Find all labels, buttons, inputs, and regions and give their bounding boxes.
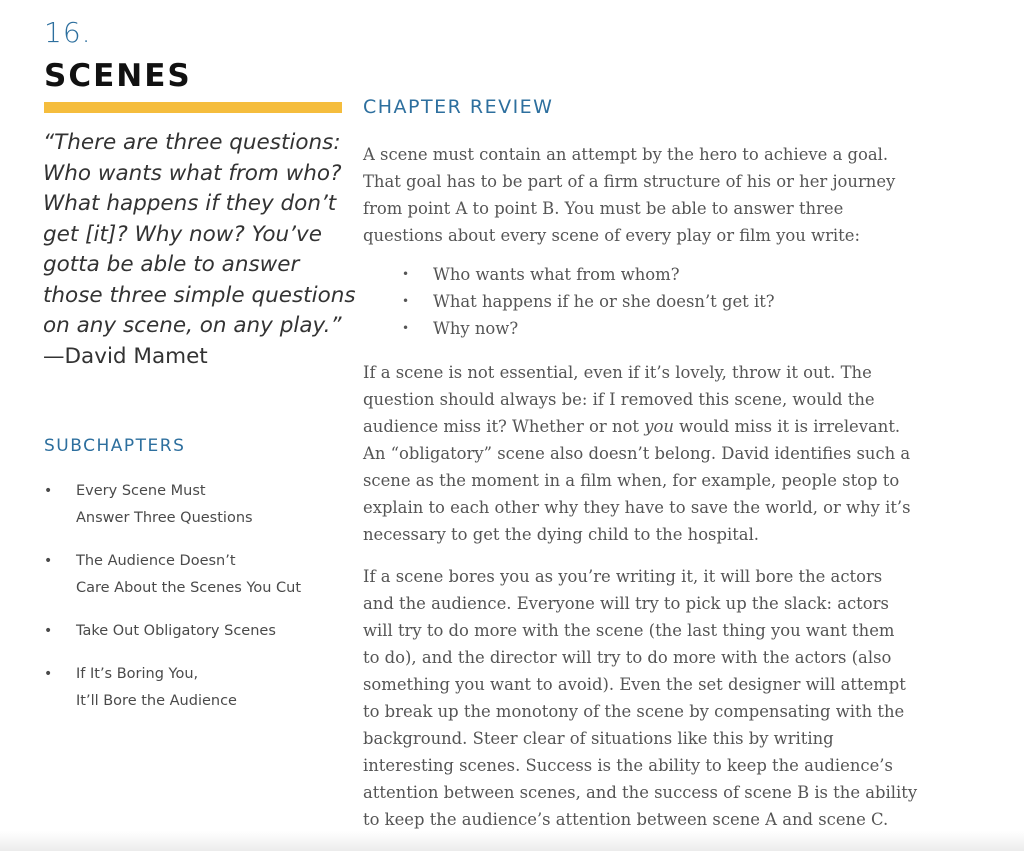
paragraph-line: attention between scenes, and the success of scene B is the ability bbox=[363, 783, 918, 802]
question-text: What happens if he or she doesn’t get it? bbox=[433, 292, 775, 311]
paragraph-line: An “obligatory” scene also doesn’t belong. David identifies such a bbox=[363, 444, 911, 463]
subchapter-label: The Audience Doesn’t bbox=[76, 553, 236, 569]
review-paragraph-1 bbox=[363, 141, 1003, 249]
paragraph-line: and the audience. Everyone will try to pick up the slack: actors bbox=[363, 594, 889, 613]
review-paragraph-2 bbox=[363, 359, 1003, 548]
subchapter-item[interactable] bbox=[44, 661, 344, 715]
paragraph-line: questions about every scene of every play or film you write: bbox=[363, 226, 860, 245]
paragraph-line: A scene must contain an attempt by the hero to achieve a goal. bbox=[363, 145, 889, 164]
subchapters-list bbox=[44, 478, 344, 731]
subchapter-label: Answer Three Questions bbox=[76, 510, 253, 526]
question-item bbox=[402, 315, 775, 342]
review-paragraph-3 bbox=[363, 563, 1003, 833]
subchapter-item[interactable] bbox=[44, 548, 344, 602]
epigraph-quote bbox=[43, 128, 356, 372]
paragraph-line bbox=[363, 413, 1003, 440]
paragraph-line: to keep the audience’s attention between scene A and scene C. bbox=[363, 810, 889, 829]
question-text: Why now? bbox=[433, 319, 519, 338]
subchapters-heading: SUBCHAPTERS bbox=[44, 436, 186, 456]
question-item bbox=[402, 261, 775, 288]
paragraph-line: If a scene is not essential, even if it’s lovely, throw it out. The bbox=[363, 363, 872, 382]
title-underline-bar bbox=[44, 102, 342, 113]
quote-author: —David Mamet bbox=[43, 343, 208, 369]
bullet-icon: • bbox=[44, 623, 53, 639]
quote-line: those three simple questions bbox=[43, 282, 356, 308]
paragraph-line: something you want to avoid). Even the set designer will attempt bbox=[363, 675, 906, 694]
bullet-icon: • bbox=[44, 553, 53, 569]
subchapter-label: Care About the Scenes You Cut bbox=[76, 580, 302, 596]
chapter-review-heading: CHAPTER REVIEW bbox=[363, 96, 554, 118]
paragraph-line: will try to do more with the scene (the last thing you want them bbox=[363, 621, 895, 640]
bullet-icon: • bbox=[402, 267, 410, 281]
paragraph-line: scene as the moment in a film when, for example, people stop to bbox=[363, 471, 900, 490]
quote-line: “There are three questions: bbox=[43, 130, 341, 155]
question-item bbox=[402, 288, 775, 315]
paragraph-line: explain to each other why they have to save the world, or why it’s bbox=[363, 498, 911, 517]
subchapter-item[interactable] bbox=[44, 478, 344, 532]
text-segment: would miss it is irrelevant. bbox=[673, 417, 901, 436]
quote-line: gotta be able to answer bbox=[43, 252, 300, 277]
bullet-icon: • bbox=[44, 666, 53, 682]
subchapter-item[interactable] bbox=[44, 618, 344, 645]
paragraph-line: background. Steer clear of situations like this by writing bbox=[363, 729, 834, 748]
subchapter-label: If It’s Boring You, bbox=[76, 666, 199, 682]
question-text: Who wants what from whom? bbox=[433, 265, 680, 284]
text-segment: audience miss it? Whether or not bbox=[363, 417, 645, 436]
paragraph-line: necessary to get the dying child to the hospital. bbox=[363, 525, 760, 544]
paragraph-line: interesting scenes. Success is the ability to keep the audience’s bbox=[363, 756, 893, 775]
subchapter-label: It’ll Bore the Audience bbox=[76, 693, 237, 709]
paragraph-line: If a scene bores you as you’re writing it, it will bore the actors bbox=[363, 567, 883, 586]
paragraph-line: question should always be: if I removed this scene, would the bbox=[363, 390, 875, 409]
emphasis-you: you bbox=[644, 417, 674, 436]
quote-line: on any scene, on any play.” bbox=[43, 313, 342, 338]
chapter-title: SCENES bbox=[44, 58, 192, 94]
bullet-icon: • bbox=[44, 483, 53, 499]
bullet-icon: • bbox=[402, 321, 410, 335]
paragraph-line: to do), and the director will try to do more with the actors (also bbox=[363, 648, 892, 667]
bullet-icon: • bbox=[402, 294, 410, 308]
page-bottom-shade bbox=[0, 831, 1024, 851]
three-questions-list bbox=[402, 261, 775, 342]
subchapter-label: Every Scene Must bbox=[76, 483, 206, 499]
paragraph-line: to break up the monotony of the scene by compensating with the bbox=[363, 702, 905, 721]
paragraph-line: That goal has to be part of a firm structure of his or her journey bbox=[363, 172, 896, 191]
subchapter-label: Take Out Obligatory Scenes bbox=[76, 623, 276, 639]
quote-line: What happens if they don’t bbox=[43, 191, 337, 216]
quote-line: get [it]? Why now? You’ve bbox=[43, 221, 322, 247]
paragraph-line: from point A to point B. You must be able to answer three bbox=[363, 199, 844, 218]
chapter-number: 16. bbox=[44, 16, 92, 49]
quote-line: Who wants what from who? bbox=[43, 160, 342, 186]
